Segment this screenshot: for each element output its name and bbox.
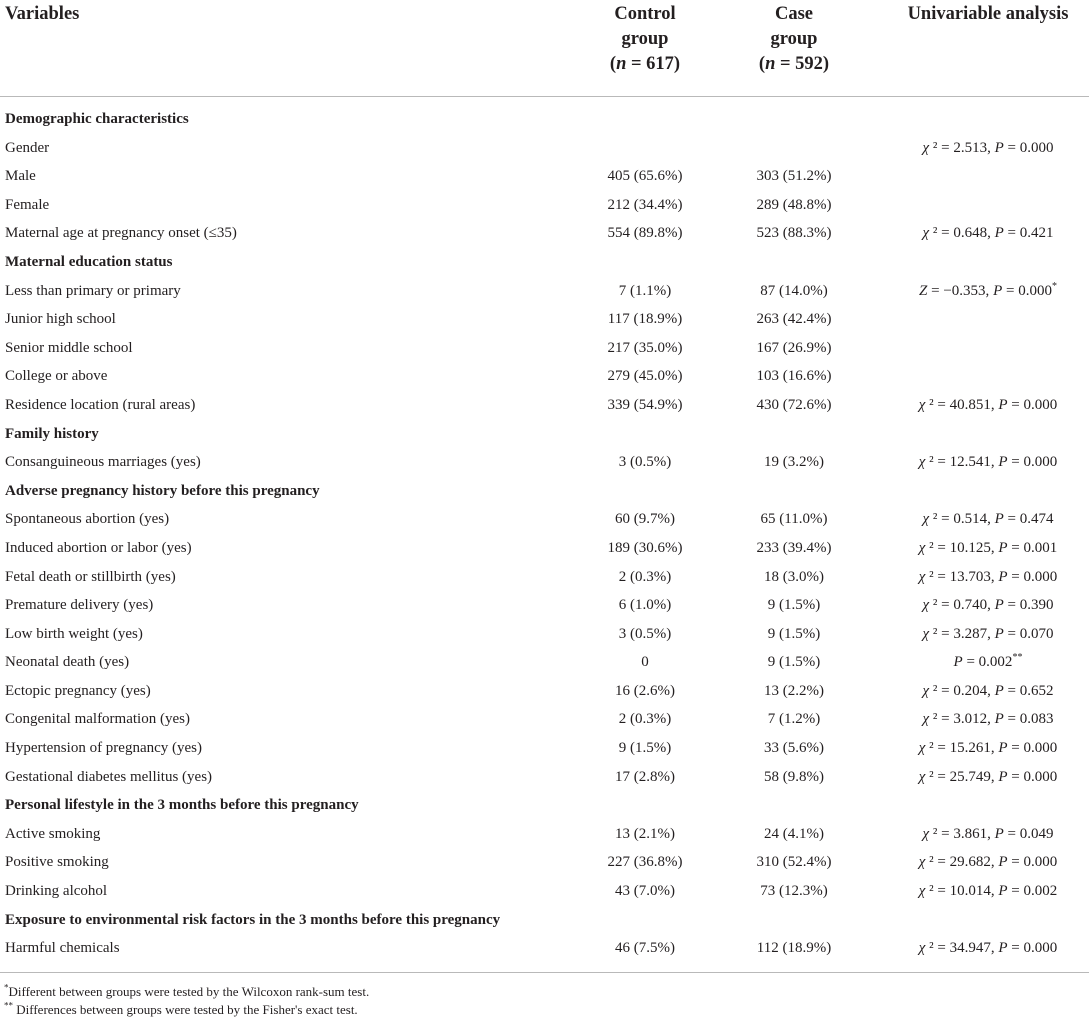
variable-cell: Induced abortion or labor (yes) (5, 539, 192, 556)
control-cell: 3 (0.5%) (618, 625, 672, 642)
case-cell: 289 (48.8%) (756, 196, 832, 213)
variable-cell: Maternal education status (5, 253, 173, 270)
control-cell: 7 (1.1%) (618, 282, 672, 299)
variable-cell: Harmful chemicals (5, 940, 120, 957)
case-n-value: 592 (795, 54, 823, 74)
header-control-line2: group (621, 29, 669, 49)
table-row (0, 448, 1089, 477)
analysis-cell: χ ² = 10.014, P = 0.002 (918, 883, 1058, 900)
table-row (0, 334, 1089, 363)
variable-cell: Premature delivery (yes) (5, 597, 154, 614)
variable-cell: Ectopic pregnancy (yes) (5, 682, 151, 699)
table-row (0, 505, 1089, 534)
control-cell: 554 (89.8%) (607, 225, 683, 242)
table-bottom-rule (0, 972, 1089, 973)
case-cell: 430 (72.6%) (756, 396, 832, 413)
control-cell: 17 (2.8%) (615, 768, 675, 785)
case-cell: 523 (88.3%) (756, 225, 832, 242)
control-cell: 13 (2.1%) (615, 825, 675, 842)
section-row (0, 906, 1089, 935)
table-row (0, 877, 1089, 906)
control-cell: 6 (1.0%) (618, 597, 672, 614)
variable-cell: Exposure to environmental risk factors in the 3 months before this pregnancy (5, 911, 501, 928)
variable-cell: Demographic characteristics (5, 111, 189, 127)
control-cell: 16 (2.6%) (615, 682, 675, 699)
analysis-cell: χ ² = 3.861, P = 0.049 (922, 825, 1054, 842)
control-cell: 0 (641, 654, 649, 671)
footnote-2-text: Differences between groups were tested by the Fisher's exact test. (13, 1002, 358, 1017)
case-cell: 9 (1.5%) (767, 597, 821, 614)
footnote-2 (4, 1001, 358, 1019)
control-cell: 217 (35.0%) (607, 339, 683, 356)
variable-cell: Positive smoking (5, 854, 109, 871)
case-cell: 112 (18.9%) (756, 940, 832, 957)
analysis-cell: χ ² = 3.012, P = 0.083 (922, 711, 1054, 728)
case-cell: 167 (26.9%) (756, 339, 832, 356)
variable-cell: Junior high school (5, 311, 116, 328)
table-row (0, 763, 1089, 792)
case-cell: 9 (1.5%) (767, 654, 821, 671)
table-body (0, 105, 1089, 963)
case-cell: 9 (1.5%) (767, 625, 821, 642)
case-cell: 65 (11.0%) (760, 511, 828, 528)
analysis-cell: χ ² = 25.749, P = 0.000 (918, 768, 1058, 785)
case-cell: 58 (9.8%) (764, 768, 824, 785)
analysis-cell: χ ² = 15.261, P = 0.000 (918, 740, 1058, 757)
control-cell: 212 (34.4%) (607, 196, 683, 213)
case-cell: 18 (3.0%) (764, 568, 824, 585)
case-cell: 13 (2.2%) (764, 682, 824, 699)
variable-cell: Residence location (rural areas) (5, 396, 196, 413)
case-cell: 24 (4.1%) (764, 825, 824, 842)
case-cell: 103 (16.6%) (756, 368, 832, 385)
control-cell: 60 (9.7%) (615, 511, 675, 528)
case-cell: 303 (51.2%) (756, 168, 832, 185)
variable-cell: Neonatal death (yes) (5, 654, 130, 671)
variable-cell: Active smoking (5, 825, 101, 842)
table-row (0, 677, 1089, 706)
footnote-2-mark: ** (4, 1000, 13, 1011)
control-cell: 227 (36.8%) (607, 854, 683, 871)
header-variables: Variables (5, 4, 80, 24)
variable-cell: Consanguineous marriages (yes) (5, 454, 201, 471)
control-cell: 46 (7.5%) (615, 940, 675, 957)
variable-cell: Maternal age at pregnancy onset (≤35) (5, 225, 237, 242)
variable-cell: Adverse pregnancy history before this pregnancy (5, 482, 320, 499)
analysis-cell: χ ² = 0.514, P = 0.474 (922, 511, 1054, 528)
analysis-cell: χ ² = 10.125, P = 0.001 (918, 539, 1058, 556)
analysis-cell: χ ² = 0.740, P = 0.390 (922, 597, 1054, 614)
analysis-cell: χ ² = 40.851, P = 0.000 (918, 396, 1058, 413)
variable-cell: Less than primary or primary (5, 282, 181, 299)
footnote-1-text: Different between groups were tested by the Wilcoxon rank-sum test. (8, 984, 370, 999)
table-row (0, 219, 1089, 248)
variable-cell: Personal lifestyle in the 3 months before this pregnancy (5, 797, 359, 814)
table-row (0, 934, 1089, 963)
analysis-cell: χ ² = 29.682, P = 0.000 (918, 854, 1058, 871)
analysis-cell: χ ² = 34.947, P = 0.000 (918, 940, 1058, 957)
table-row (0, 620, 1089, 649)
analysis-cell: χ ² = 13.703, P = 0.000 (918, 568, 1058, 585)
header-control-line1: Control (614, 4, 676, 24)
table-row (0, 705, 1089, 734)
header-case-group (719, 2, 869, 77)
case-cell: 33 (5.6%) (764, 740, 824, 757)
control-cell: 43 (7.0%) (615, 883, 675, 900)
table-row (0, 391, 1089, 420)
header-univariable-analysis: Univariable analysis (907, 4, 1069, 24)
table-row (0, 362, 1089, 391)
section-row (0, 105, 1089, 134)
case-cell: 87 (14.0%) (760, 282, 828, 299)
case-cell: 7 (1.2%) (767, 711, 821, 728)
table-row (0, 277, 1089, 306)
table-row (0, 563, 1089, 592)
variable-cell: Spontaneous abortion (yes) (5, 511, 170, 528)
section-row (0, 420, 1089, 449)
header-case-line2: group (770, 29, 818, 49)
control-cell: 9 (1.5%) (618, 740, 672, 757)
variable-cell: College or above (5, 368, 108, 385)
header-case-line1: Case (774, 4, 814, 24)
table-row (0, 191, 1089, 220)
control-cell: 3 (0.5%) (618, 454, 672, 471)
table-row (0, 648, 1089, 677)
control-cell: 2 (0.3%) (618, 568, 672, 585)
header-control-group (570, 2, 720, 77)
table-row (0, 162, 1089, 191)
case-cell: 233 (39.4%) (756, 539, 832, 556)
table-row (0, 848, 1089, 877)
analysis-cell: χ ² = 0.648, P = 0.421 (922, 225, 1054, 242)
variable-cell: Fetal death or stillbirth (yes) (5, 568, 176, 585)
variable-cell: Congenital malformation (yes) (5, 711, 190, 728)
analysis-cell: χ ² = 0.204, P = 0.652 (922, 682, 1054, 699)
variable-cell: Senior middle school (5, 339, 133, 356)
control-n-value: 617 (646, 54, 674, 74)
case-cell: 73 (12.3%) (760, 883, 828, 900)
analysis-cell: P = 0.002** (953, 652, 1023, 671)
case-cell: 263 (42.4%) (756, 311, 832, 328)
control-cell: 189 (30.6%) (607, 539, 683, 556)
table-row (0, 734, 1089, 763)
variable-cell: Low birth weight (yes) (5, 625, 143, 642)
table-row (0, 534, 1089, 563)
table-row (0, 134, 1089, 163)
table-row (0, 305, 1089, 334)
variable-cell: Hypertension of pregnancy (yes) (5, 740, 203, 757)
header-control-n: (n = 617) (609, 54, 681, 74)
control-cell: 117 (18.9%) (607, 311, 683, 328)
table-row (0, 820, 1089, 849)
control-cell: 405 (65.6%) (607, 168, 683, 185)
variable-cell: Female (5, 196, 50, 213)
case-cell: 310 (52.4%) (756, 854, 832, 871)
section-row (0, 248, 1089, 277)
footnote-1 (4, 983, 369, 1001)
analysis-cell: Z = −0.353, P = 0.000* (919, 280, 1057, 299)
case-cell: 19 (3.2%) (764, 454, 824, 471)
analysis-cell: χ ² = 3.287, P = 0.070 (922, 625, 1054, 642)
variable-cell: Family history (5, 425, 99, 442)
header-case-n: (n = 592) (758, 54, 830, 74)
section-row (0, 791, 1089, 820)
control-cell: 2 (0.3%) (618, 711, 672, 728)
variable-cell: Male (5, 168, 36, 185)
variable-cell: Drinking alcohol (5, 883, 108, 900)
footnote-1-mark: * (4, 982, 9, 993)
control-cell: 339 (54.9%) (607, 396, 683, 413)
analysis-cell: χ ² = 2.513, P = 0.000 (922, 139, 1054, 156)
section-row (0, 477, 1089, 506)
control-cell: 279 (45.0%) (607, 368, 683, 385)
table-row (0, 591, 1089, 620)
analysis-cell: χ ² = 12.541, P = 0.000 (918, 454, 1058, 471)
variable-cell: Gender (5, 139, 50, 156)
table-header (0, 0, 1089, 97)
variable-cell: Gestational diabetes mellitus (yes) (5, 768, 213, 785)
